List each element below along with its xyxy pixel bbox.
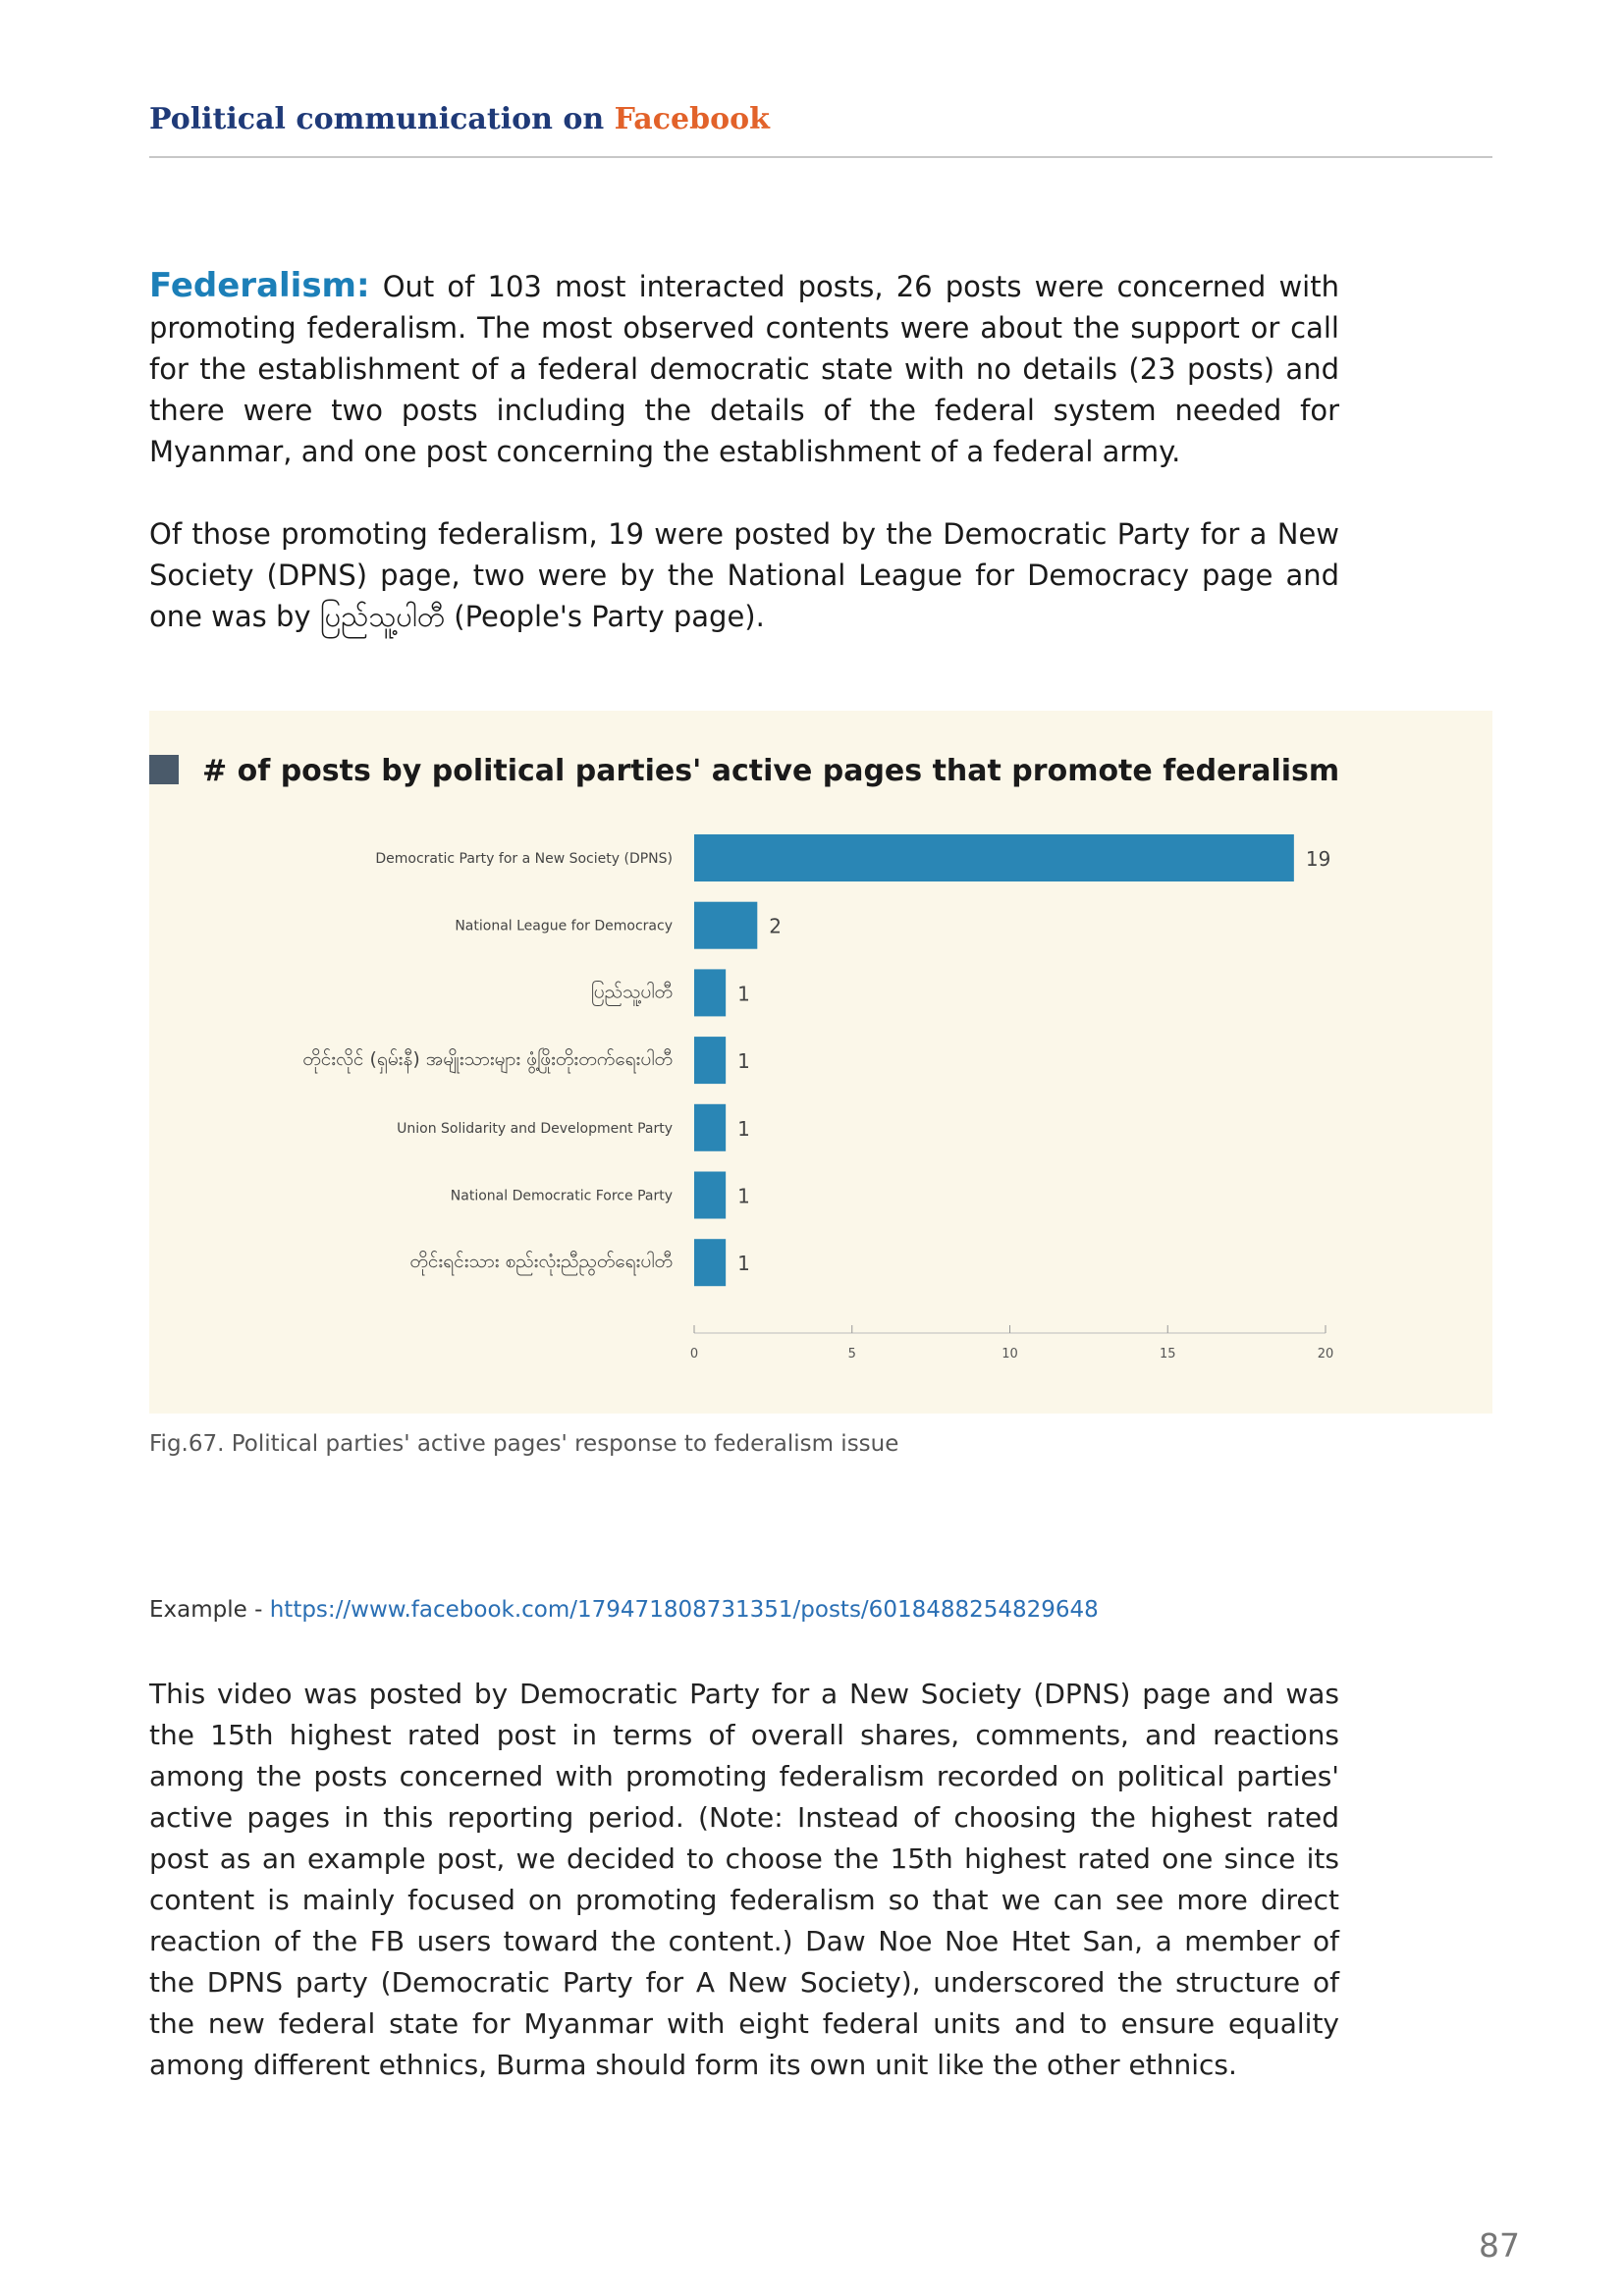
header-title-accent: Facebook	[614, 102, 770, 136]
bar	[694, 1239, 726, 1286]
data-label: 1	[737, 982, 750, 1006]
example-link[interactable]: https://www.facebook.com/179471808731351/posts/6018488254829648	[269, 1597, 1099, 1623]
x-tick-label: 20	[1317, 1347, 1334, 1362]
bar	[694, 1172, 726, 1219]
chart-title-text: # of posts by political parties' active pages that promote federalism	[202, 754, 1340, 788]
example-description: This video was posted by Democratic Party for a New Society (DPNS) page and was the 15th highest rated post in terms of overall shares, comments, and reactions among the posts concerned with promoting federalism recorded on political parties' active pages in this reporting period. (Note: Instead of choosing the highest rated post as an example post, we decided to choose the 15th highest rated one since its content is mainly focused on promoting federalism so that we can see more direct reaction of the FB users toward the content.) Daw Noe Noe Htet San, a member of the DPNS party (Democratic Party for A New Society), underscored the structure of the new federal state for Myanmar with eight federal units and to ensure equality among different ethnics, Burma should form its own unit like the other ethnics.	[149, 1678, 1339, 2081]
data-label: 2	[769, 914, 783, 938]
bar	[694, 1037, 726, 1084]
x-tick-label: 0	[689, 1347, 699, 1362]
x-tick-label: 15	[1159, 1347, 1176, 1362]
data-label: 19	[1305, 847, 1331, 871]
party-breakdown-paragraph: Of those promoting federalism, 19 were posted by the Democratic Party for a New Society (DPNS) page, two were by the National League for Democracy page and one was by ပြည်သူ့ပါတီ (People's Party page).	[149, 517, 1339, 633]
data-label: 1	[737, 1184, 750, 1208]
bar	[694, 1104, 726, 1151]
section-lead: Federalism:	[149, 266, 370, 305]
x-tick-label: 5	[847, 1347, 856, 1362]
bar	[694, 834, 1294, 881]
category-label: National Democratic Force Party	[450, 1188, 673, 1204]
data-label: 1	[737, 1049, 750, 1074]
bar	[694, 902, 757, 949]
x-tick-label: 10	[1001, 1347, 1018, 1362]
chart-panel	[149, 711, 1492, 1414]
federalism-paragraph-body: Out of 103 most interacted posts, 26 posts were concerned with promoting federalism. The most observed contents were about the support or call for the establishment of a federal democratic state with no details (23 posts) and there were two posts including the details of the federal system needed for Myanmar, and one post concerning the establishment of a federal army.	[149, 270, 1339, 468]
category-label: National League for Democracy	[455, 918, 673, 934]
header-title: Political communication on	[149, 102, 605, 136]
category-label: တိုင်းလိုင် (ရှမ်းနီ) အမျိုးသားများ ဖွံ့ဖြိုးတိုးတက်ရေးပါတီ	[302, 1048, 673, 1071]
data-label: 1	[737, 1116, 750, 1141]
category-label: တိုင်းရင်းသား စည်းလုံးညီညွတ်ရေးပါတီ	[409, 1251, 673, 1273]
federalism-paragraph	[149, 265, 1339, 472]
figure-caption: Fig.67. Political parties' active pages' response to federalism issue	[149, 1431, 899, 1457]
category-label: ပြည်သူ့ပါတီ	[590, 981, 673, 1003]
category-label: Union Solidarity and Development Party	[397, 1120, 673, 1137]
page-number: 87	[1479, 2226, 1520, 2265]
example-label: Example -	[149, 1597, 270, 1623]
data-label: 1	[737, 1252, 750, 1276]
bar-chart	[149, 711, 1492, 1414]
category-label: Democratic Party for a New Society (DPNS)	[375, 851, 673, 867]
running-header	[149, 102, 770, 136]
bar	[694, 969, 726, 1016]
header-divider	[149, 156, 1492, 158]
example-line	[149, 1597, 1099, 1623]
